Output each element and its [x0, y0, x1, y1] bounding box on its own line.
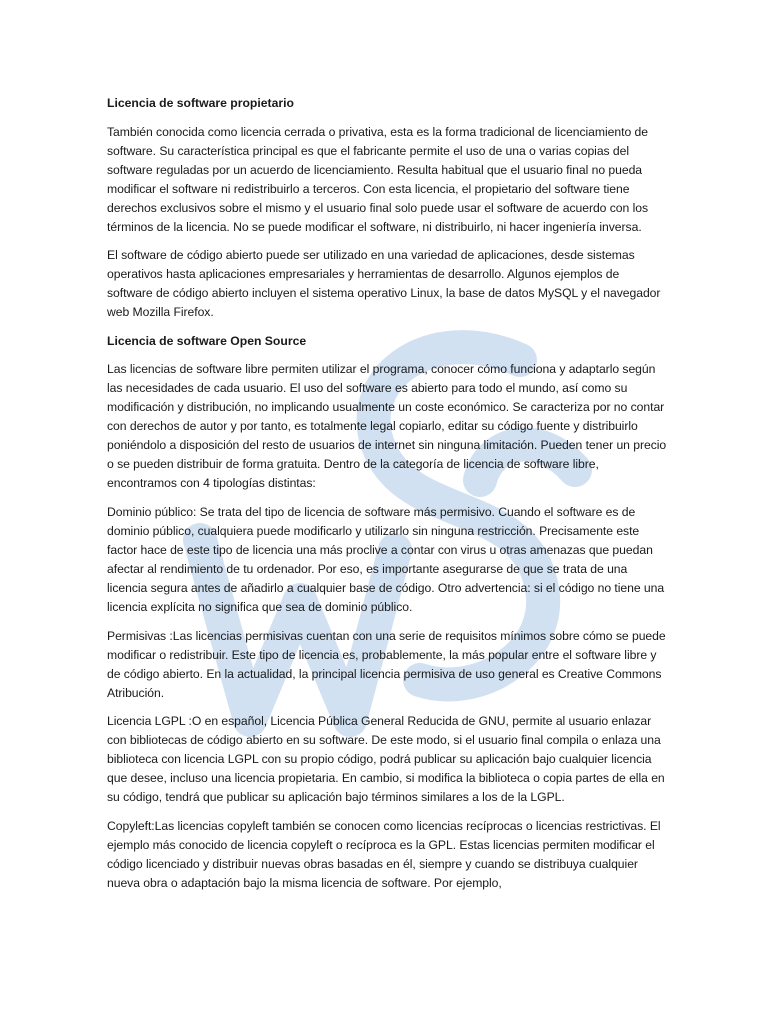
paragraph-proprietary-description: También conocida como licencia cerrada o privativa, esta es la forma tradicional de licenciamiento de software. Su característica principal es que el fabricante permite el uso de una o varias copias del software reguladas por un acuerdo de licenciamiento. Resulta habitual que el usuario final no pueda modificar el software ni redistribuirlo a terceros. Con esta licencia, el propietario del software tiene derechos exclusivos sobre el mismo y el usuario final solo puede usar el software de acuerdo con los términos de la licencia. No se puede modificar el software, ni distribuirlo, ni hacer ingeniería inversa.: [107, 124, 649, 234]
paragraph-free-software: Las licencias de software libre permiten utilizar el programa, conocer cómo funciona y adaptarlo según las necesidades de cada usuario. El uso del software es abierto para todo el mundo, así como su modificación y distribución, no implicando usualmente un coste económico. Se caracteriza por no contar con derechos de autor y por tanto, es totalmente legal copiarlo, editar su código fuente y distribuirlo poniéndolo a disposición del resto de usuarios de internet sin ninguna limitación. Pueden tener un precio o se pueden distribuir de forma gratuita. Dentro de la categoría de licencia de software libre, encontramos con 4 tipologías distintas:: [107, 362, 667, 491]
document-body: [107, 94, 667, 902]
paragraph-open-source-uses: El software de código abierto puede ser utilizado en una variedad de aplicaciones, desde sistemas operativos hasta aplicaciones empresariales y herramientas de desarrollo. Algunos ejemplos de software de código abierto incluyen el sistema operativo Linux, la base de datos MySQL y el navegador web Mozilla Firefox.: [107, 248, 661, 320]
paragraph-copyleft: Copyleft:Las licencias copyleft también se conocen como licencias recíprocas o licencias restrictivas. El ejemplo más conocido de licencia copyleft o recíproca es la GPL. Estas licencias permiten modificar el código licenciado y distribuir nuevas obras basadas en él, siempre y cuando se distribuya cualquier nueva obra o adaptación bajo la misma licencia de software. Por ejemplo,: [107, 818, 661, 890]
paragraph-public-domain: Dominio público: Se trata del tipo de licencia de software más permisivo. Cuando el software es de dominio público, cualquiera puede modificarlo y utilizarlo sin ninguna restricción. Precisamente este factor hace de este tipo de licencia una más proclive a contar con virus u otras amenazas que puedan afectar al rendimiento de tu ordenador. Por eso, es importante asegurarse de que se trata de una licencia segura antes de añadirlo a cualquier base de código. Otro advertencia: si el código no tiene una licencia explícita no significa que sea de dominio público.: [107, 504, 665, 614]
section-heading-proprietary: Licencia de software propietario: [107, 96, 294, 110]
paragraph-lgpl: Licencia LGPL :O en español, Licencia Pública General Reducida de GNU, permite al usuario enlazar con bibliotecas de código abierto en su software. De este modo, si el usuario final compila o enlaza una biblioteca con licencia LGPL con su propio código, podrá publicar su aplicación bajo cualquier licencia que desee, incluso una licencia propietaria. En cambio, si modifica la biblioteca o copia partes de ella en su código, tendrá que publicar su aplicación bajo términos similares a los de la LGPL.: [107, 714, 665, 805]
section-heading-open-source: Licencia de software Open Source: [107, 333, 307, 348]
paragraph-permissive: Permisivas :Las licencias permisivas cuentan con una serie de requisitos mínimos sobre cómo se puede modificar o redistribuir. Este tipo de licencia es, probablemente, la más popular entre el software libre y de código abierto. En la actualidad, la principal licencia permisiva de uso general es Creative Commons Atribución.: [107, 628, 666, 700]
